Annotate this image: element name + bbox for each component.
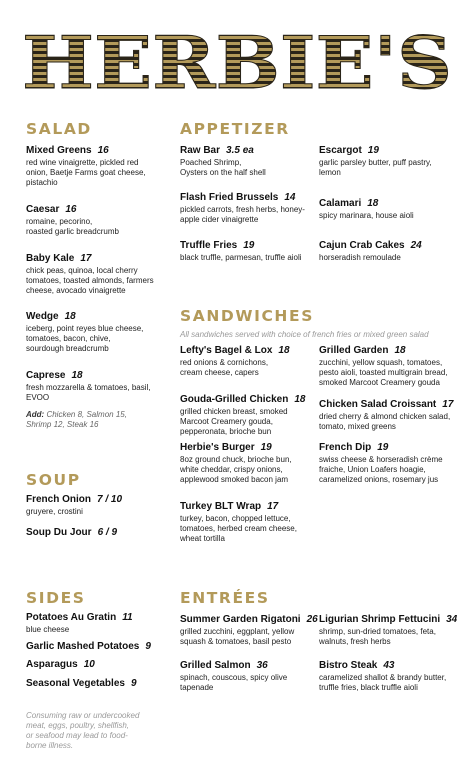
item-name [26, 527, 117, 538]
item-description: black truffle, parmesan, truffle aioli [180, 253, 302, 262]
item-description: cream cheese, capers [180, 368, 259, 377]
appetizer-item [319, 240, 422, 263]
logo [0, 30, 474, 94]
item-title: Caesar [26, 204, 60, 215]
item-price: 19 [367, 145, 379, 156]
item-description: apple cider vinaigrette [180, 215, 259, 224]
item-description: onion, Baetje Farms goat cheese, [26, 168, 146, 177]
item-description: tomato, mixed greens [319, 422, 396, 431]
salad-item [26, 204, 119, 237]
item-price: 18 [64, 311, 76, 322]
item-price: 18 [278, 345, 290, 356]
item-description: fraiche, Union Loafers hoagie, [319, 465, 426, 474]
item-price: 43 [383, 660, 395, 671]
item-name [180, 501, 297, 512]
sandwiches-note: All sandwiches served with choice of french fries or mixed green salad [180, 330, 429, 339]
item-description: sourdough breadcrumb [26, 344, 109, 353]
item-description: cheese, avocado vinaigrette [26, 286, 126, 295]
item-name [319, 345, 448, 356]
item-description: pickled carrots, fresh herbs, honey- [180, 205, 305, 214]
item-description: Poached Shrimp, [180, 158, 242, 167]
sides-item [26, 641, 151, 652]
item-title: Soup Du Jour [26, 527, 92, 538]
item-description: truffle fries, black truffle aioli [319, 683, 418, 692]
item-title: Wedge [26, 311, 59, 322]
item-description: spinach, couscous, spicy olive [180, 673, 288, 682]
entrees-title: ENTRÉES [180, 589, 270, 607]
appetizer-item [180, 192, 305, 225]
disclaimer-line-1: Consuming raw or undercooked [26, 711, 140, 720]
item-title: Ligurian Shrimp Fettucini [319, 614, 441, 625]
item-description: grilled zucchini, eggplant, yellow [180, 627, 295, 636]
item-title: Escargot [319, 145, 362, 156]
item-description: turkey, bacon, chopped lettuce, [180, 514, 291, 523]
entrees-item [180, 660, 287, 693]
item-title: Cajun Crab Cakes [319, 240, 405, 251]
item-description: grilled chicken breast, smoked [180, 407, 288, 416]
item-title: Baby Kale [26, 253, 75, 264]
item-title: Asparagus [26, 659, 78, 670]
item-description: red wine vinaigrette, pickled red [26, 158, 139, 167]
item-price: 16 [97, 145, 109, 156]
salad-item [26, 253, 154, 296]
sandwiches-item [180, 501, 297, 544]
item-description: squash & tomatoes, basil pesto [180, 637, 292, 646]
appetizer-item [180, 240, 302, 263]
sides-item [26, 659, 95, 670]
item-price: 24 [410, 240, 422, 251]
item-description: white cheddar, crispy onions, [180, 465, 283, 474]
item-title: Garlic Mashed Potatoes [26, 641, 140, 652]
item-price: 17 [442, 399, 454, 410]
sides-title: SIDES [26, 589, 86, 607]
item-name [319, 442, 443, 453]
item-name [26, 494, 122, 505]
item-price: 34 [446, 614, 458, 625]
item-description: red onions & cornichons, [180, 358, 269, 367]
item-title: Caprese [26, 370, 66, 381]
item-description: walnuts, fresh herbs [319, 637, 391, 646]
item-description: roasted garlic breadcrumb [26, 227, 119, 236]
item-name [180, 614, 318, 625]
item-price: 36 [256, 660, 268, 671]
entrees-section [180, 589, 470, 607]
item-name [26, 204, 119, 215]
item-price: 6 / 9 [97, 527, 118, 538]
item-name [319, 614, 457, 625]
item-name [180, 145, 266, 156]
item-title: Herbie's Burger [180, 442, 255, 453]
item-description: pistachio [26, 178, 58, 187]
salad-item [26, 311, 143, 354]
item-title: Potatoes Au Gratin [26, 612, 117, 623]
item-name [26, 311, 143, 322]
item-name [319, 660, 446, 671]
sandwiches-title: SANDWICHES [180, 307, 314, 325]
item-price: 26 [306, 614, 318, 625]
item-description: swiss cheese & horseradish crème [319, 455, 443, 464]
item-description: Marcoot Creamery gouda, [180, 417, 273, 426]
appetizer-section [180, 120, 450, 138]
item-description: dried cherry & almond chicken salad, [319, 412, 451, 421]
soup-title: SOUP [26, 471, 81, 489]
sandwiches-item [180, 394, 305, 437]
item-title: Bistro Steak [319, 660, 378, 671]
item-description: smoked Marcoot Creamery gouda [319, 378, 440, 387]
item-name [180, 240, 302, 251]
salad-title: SALAD [26, 120, 92, 138]
item-title: Flash Fried Brussels [180, 192, 279, 203]
item-title: Gouda-Grilled Chicken [180, 394, 289, 405]
item-description: tapenade [180, 683, 214, 692]
item-description: Oysters on the half shell [180, 168, 266, 177]
item-price: 17 [80, 253, 92, 264]
sandwiches-item [180, 345, 290, 378]
item-price: 19 [260, 442, 272, 453]
item-name [319, 145, 432, 156]
item-name [180, 660, 287, 671]
item-price: 18 [294, 394, 306, 405]
entrees-item [319, 660, 446, 693]
item-title: Grilled Garden [319, 345, 389, 356]
item-description: fresh mozzarella & tomatoes, basil, [26, 383, 151, 392]
appetizer-title: APPETIZER [180, 120, 290, 138]
disclaimer-line-2: meat, eggs, poultry, shellfish, [26, 721, 130, 730]
item-description: pepperonata, brioche bun [180, 427, 272, 436]
sides-section [26, 589, 176, 607]
item-name [319, 399, 453, 410]
item-description: tomatoes, toasted almonds, farmers [26, 276, 154, 285]
item-description: shrimp, sun-dried tomatoes, feta, [319, 627, 436, 636]
item-price: 19 [243, 240, 255, 251]
item-description: iceberg, point reyes blue cheese, [26, 324, 144, 333]
item-name [26, 641, 151, 652]
item-price: 9 [145, 641, 151, 652]
item-title: Lefty's Bagel & Lox [180, 345, 273, 356]
sandwiches-item [180, 442, 292, 485]
item-title: Summer Garden Rigatoni [180, 614, 301, 625]
item-price: 3.5 ea [226, 145, 254, 156]
item-price: 19 [377, 442, 389, 453]
item-description: wheat tortilla [180, 534, 225, 543]
item-price: 9 [130, 678, 137, 689]
item-description: horseradish remoulade [319, 253, 401, 262]
item-description: garlic parsley butter, puff pastry, [319, 158, 432, 167]
item-name [180, 442, 292, 453]
sandwiches-item [319, 399, 453, 432]
item-name [26, 659, 95, 670]
disclaimer-line-4: borne illness. [26, 741, 74, 750]
appetizer-item [180, 145, 266, 178]
item-description: caramelized onions, rosemary jus [319, 475, 439, 484]
item-name [26, 678, 137, 689]
item-name [180, 192, 305, 203]
item-price: 16 [65, 204, 77, 215]
item-name [319, 198, 414, 209]
item-title: Seasonal Vegetables [26, 678, 125, 689]
food-safety-disclaimer [26, 711, 171, 751]
item-price: 18 [367, 198, 379, 209]
addon-line-1: Chicken 8, Salmon 15, [46, 410, 127, 419]
sandwiches-item [319, 345, 448, 388]
item-title: French Dip [319, 442, 372, 453]
item-description: spicy marinara, house aioli [319, 211, 414, 220]
sandwiches-item [319, 442, 443, 485]
sandwiches-section [180, 307, 470, 340]
entrees-item [180, 614, 318, 647]
item-name [26, 145, 146, 156]
appetizer-item [319, 145, 432, 178]
item-name [26, 370, 151, 381]
soup-item [26, 527, 117, 538]
sides-item [26, 612, 133, 635]
item-description: 8oz ground chuck, brioche bun, [180, 455, 292, 464]
addon-line-2: Shrimp 12, Steak 16 [26, 420, 99, 429]
salad-addons [26, 410, 176, 430]
item-name [319, 240, 422, 251]
item-description: chick peas, quinoa, local cherry [26, 266, 138, 275]
salad-item [26, 370, 151, 403]
entrees-item [319, 614, 457, 647]
item-price: 18 [71, 370, 83, 381]
soup-section [26, 471, 176, 489]
item-description: applewood smoked bacon jam [180, 475, 289, 484]
item-price: 10 [83, 659, 95, 670]
item-name [180, 345, 290, 356]
item-description: romaine, pecorino, [26, 217, 93, 226]
sides-item [26, 678, 137, 689]
item-price: 14 [284, 192, 296, 203]
item-description: caramelized shallot & brandy butter, [319, 673, 447, 682]
item-price: 7 / 10 [97, 494, 123, 505]
item-price: 17 [267, 501, 279, 512]
soup-item [26, 494, 122, 517]
item-title: Grilled Salmon [180, 660, 251, 671]
item-name [26, 612, 133, 623]
item-description: EVOO [26, 393, 50, 402]
item-title: Truffle Fries [180, 240, 238, 251]
item-title: Chicken Salad Croissant [319, 399, 437, 410]
item-description: lemon [319, 168, 341, 177]
item-title: Mixed Greens [26, 145, 92, 156]
item-price: 18 [394, 345, 406, 356]
item-title: Turkey BLT Wrap [180, 501, 262, 512]
item-description: tomatoes, bacon, chive, [26, 334, 111, 343]
item-title: Calamari [319, 198, 362, 209]
item-description: gruyere, crostini [26, 507, 83, 516]
salad-section [26, 120, 176, 138]
salad-item [26, 145, 146, 188]
item-name [26, 253, 154, 264]
addon-label: Add: [26, 410, 45, 419]
item-description: blue cheese [26, 625, 70, 634]
item-description: tomatoes, herbed cream cheese, [180, 524, 297, 533]
item-title: French Onion [26, 494, 91, 505]
logo-wordmark [17, 30, 457, 94]
appetizer-item [319, 198, 414, 221]
item-name [180, 394, 305, 405]
item-title: Raw Bar [180, 145, 221, 156]
logo-text: HERBIE'S [22, 30, 453, 94]
item-price: 11 [122, 612, 133, 623]
item-description: pesto aioli, toasted multigrain bread, [319, 368, 448, 377]
item-description: zucchini, yellow squash, tomatoes, [319, 358, 443, 367]
disclaimer-line-3: or seafood may lead to food- [26, 731, 128, 740]
